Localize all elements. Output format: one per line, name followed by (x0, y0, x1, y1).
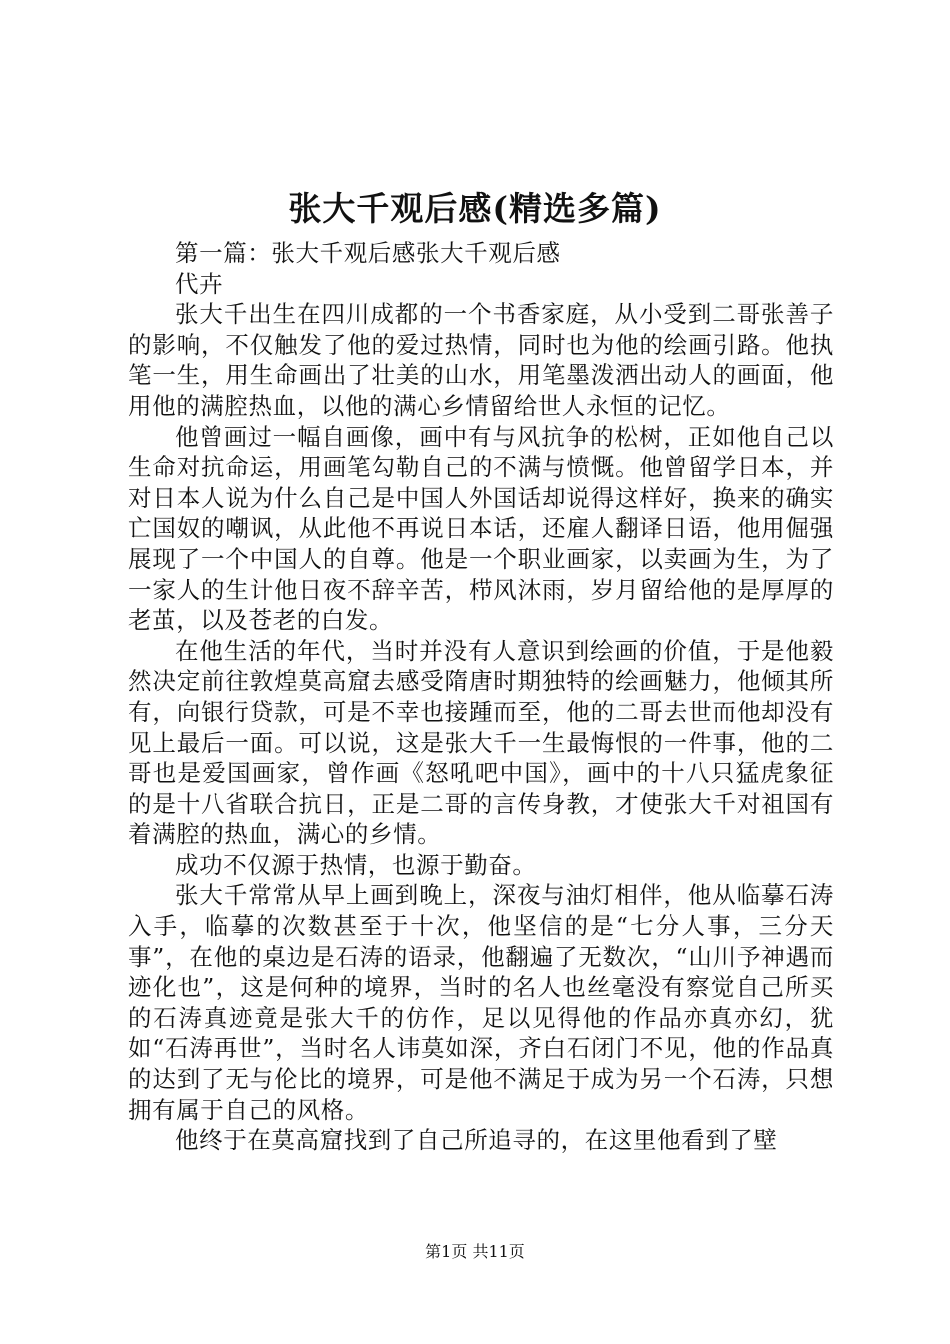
document-body (128, 238, 834, 1156)
body-paragraph: 他曾画过一幅自画像，画中有与风抗争的松树，正如他自己以生命对抗命运，用画笔勾勒自己的不满与愤慨。他曾留学日本，并对日本人说为什么自己是中国人外国话却说得这样好，换来的确实亡国奴的嘲讽，从此他不再说日本话，还雇人翻译日语，他用倔强展现了一个中国人的自尊。他是一个职业画家，以卖画为生，为了一家人的生计他日夜不辞辛苦，栉风沐雨，岁月留给他的是厚厚的老茧，以及苍老的白发。 (128, 422, 834, 635)
section-heading: 第一篇：张大千观后感张大千观后感 (175, 239, 561, 267)
page-title: 张大千观后感(精选多篇) (288, 189, 662, 228)
body-paragraph: 他终于在莫高窟找到了自己所追寻的，在这里他看到了壁 (175, 1126, 778, 1155)
body-paragraph: 张大千出生在四川成都的一个书香家庭，从小受到二哥张善子的影响，不仅触发了他的爱过热情，同时也为他的绘画引路。他执笔一生，用生命画出了壮美的山水，用笔墨泼洒出动人的画面，他用他的满腔热血，以他的满心乡情留给世人永恒的记忆。 (128, 300, 834, 420)
body-paragraph: 在他生活的年代，当时并没有人意识到绘画的价值，于是他毅然决定前往敦煌莫高窟去感受隋唐时期独特的绘画魅力，他倾其所有，向银行贷款，可是不幸也接踵而至，他的二哥去世而他却没有见上最后一面。可以说，这是张大千一生最悔恨的一件事，他的二哥也是爱国画家，曾作画《怒吼吧中国》，画中的十八只猛虎象征的是十八省联合抗日，正是二哥的言传身教，才使张大千对祖国有着满腔的热血，满心的乡情。 (128, 636, 834, 849)
page-number-footer: 第1页 共11页 (425, 1242, 525, 1261)
author-name: 代卉 (175, 269, 224, 298)
body-paragraph: 张大千常常从早上画到晚上，深夜与油灯相伴，他从临摹石涛入手，临摹的次数甚至于十次，他坚信的是“七分人事，三分天事”，在他的桌边是石涛的语录，他翻遍了无数次，“山川予神遇而迹化也”，这是何种的境界，当时的名人也丝毫没有察觉自己所买的石涛真迹竟是张大千的仿作，足以见得他的作品亦真亦幻，犹如“石涛再世”，当时名人讳莫如深，齐白石闭门不见，他的作品真的达到了无与伦比的境界，可是他不满足于成为另一个石涛，只想拥有属于自己的风格。 (128, 881, 834, 1124)
body-paragraph: 成功不仅源于热情，也源于勤奋。 (175, 850, 537, 879)
